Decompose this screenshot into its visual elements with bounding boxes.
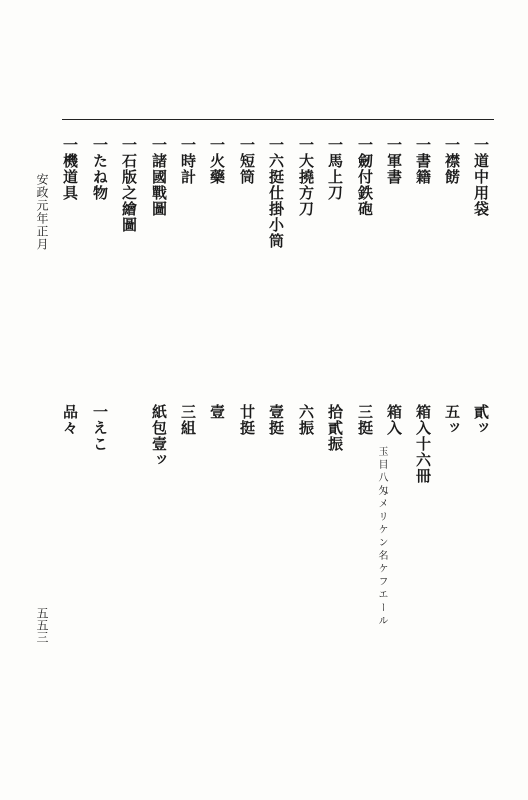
item-quantity: 壹	[208, 404, 226, 420]
item-quantity: 箱入	[385, 404, 403, 436]
item-name: 一書籍	[414, 137, 432, 185]
item-name: 一軍書	[385, 137, 403, 185]
top-rule	[62, 119, 494, 120]
item-name: 一劒付鉄砲	[356, 137, 374, 217]
item-name: 一馬上刀	[326, 137, 344, 201]
item-name: 一大撓方刀	[297, 137, 315, 217]
item-quantity: 六振	[297, 404, 315, 436]
item-quantity: 三組	[179, 404, 197, 436]
item-note: 玉目八匁メリケン名ケフエール	[376, 446, 387, 628]
item-name: 一襟餝	[443, 137, 461, 185]
item-quantity: 一えこ	[91, 404, 109, 452]
item-name: 一機道具	[61, 137, 79, 201]
item-name: 一短筒	[238, 137, 256, 185]
item-quantity: 貳ッ	[472, 404, 490, 436]
item-name: 一時計	[179, 137, 197, 185]
item-quantity: 五ッ	[443, 404, 461, 436]
item-name: 一火藥	[208, 137, 226, 185]
document-date: 安政元年正月	[35, 173, 49, 251]
item-quantity: 紙包壹ッ	[150, 404, 168, 468]
item-quantity: 拾貳振	[326, 404, 344, 452]
item-name: 一たね物	[91, 137, 109, 201]
item-quantity: 品々	[61, 404, 79, 436]
item-name: 一道中用袋	[472, 137, 490, 217]
item-quantity: 壹挺	[267, 404, 285, 436]
item-note-line-1	[376, 446, 386, 628]
item-quantity: 三挺	[356, 404, 374, 436]
item-name: 一諸國戰圖	[150, 137, 168, 217]
item-name: 一石版之繪圖	[120, 137, 138, 233]
item-name: 一六挺仕掛小筒	[267, 137, 285, 249]
page-number: 五五三	[35, 607, 49, 643]
item-quantity: 箱入十六冊	[414, 404, 432, 484]
item-quantity: 廿挺	[238, 404, 256, 436]
